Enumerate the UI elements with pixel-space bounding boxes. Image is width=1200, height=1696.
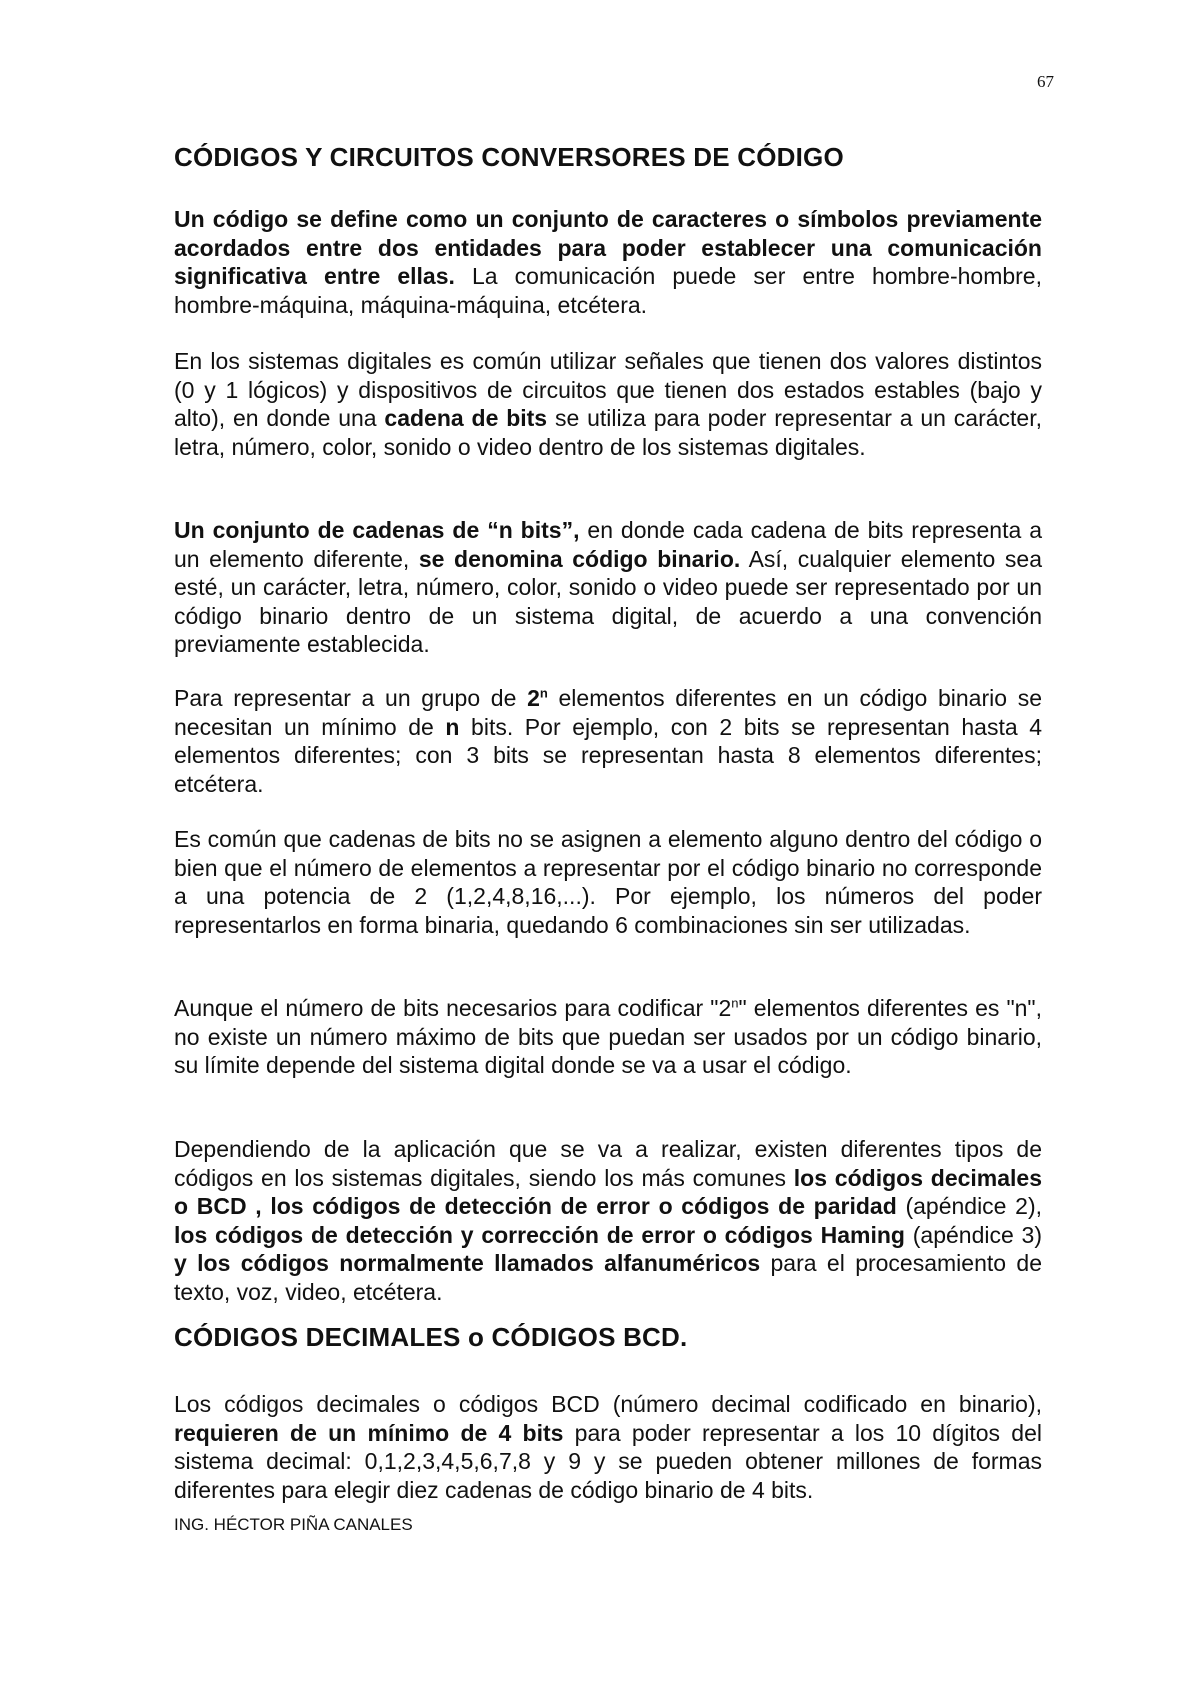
text-run: Para representar a un grupo de xyxy=(174,685,528,711)
text-run: Aunque el número de bits necesarios para codificar "2 xyxy=(174,995,732,1021)
paragraph-code-types xyxy=(174,1135,1042,1306)
page-number: 67 xyxy=(1037,72,1054,91)
paragraph-digital-systems xyxy=(174,347,1042,461)
bold-term: los códigos de detección y corrección de error o códigos Haming xyxy=(174,1221,905,1248)
text-run: en donde cada cadena de bits representa a un elemento diferente, xyxy=(174,517,1042,572)
paragraph-definition xyxy=(174,205,1042,319)
text-run: se utiliza para poder representar a un carácter, letra, número, color, sonido o video dentro de los sistemas digitales. xyxy=(174,405,1042,460)
paragraph-2n-elements xyxy=(174,684,1042,798)
text-run: " elementos diferentes es "n", no existe un número máximo de bits que puedan ser usados por un código binario, su límite depende del sistema digital donde se va a usar el código. xyxy=(174,995,1042,1078)
bold-term: Un conjunto de cadenas de “n bits”, xyxy=(174,517,580,543)
bold-term: cadena de bits xyxy=(384,405,548,431)
definition-bold: Un código se define como un conjunto de caracteres o símbolos previamente acordados entre dos entidades para poder establecer una comunicación significativa entre ellas. xyxy=(174,206,1042,289)
bold-term: 2 xyxy=(527,685,540,711)
text-run: para el procesamiento de texto, voz, video, etcétera. xyxy=(174,1250,1043,1305)
text-run: Así, cualquier elemento sea esté, un carácter, letra, número, color, sonido o video puede ser representado por un código binario dentro de un sistema digital, de acuerdo a una convención previamente establecida. xyxy=(174,545,1042,657)
definition-rest: La comunicación puede ser entre hombre-hombre, hombre-máquina, máquina-máquina, etcétera. xyxy=(174,263,1042,318)
superscript: n xyxy=(539,685,548,701)
text-run: En los sistemas digitales es común utilizar señales que tienen dos valores distintos (0 y 1 lógicos) y dispositivos de circuitos que tienen dos estados estables (bajo y alto), en donde una xyxy=(174,348,1042,431)
text-run: para poder representar a los 10 dígitos del sistema decimal: 0,1,2,3,4,5,6,7,8 y 9 y se pueden obtener millones de formas diferentes para elegir diez cadenas de código binario de 4 bits. xyxy=(174,1419,1042,1503)
paragraph-binary-code xyxy=(174,516,1042,659)
bold-term: los códigos decimales o BCD , los códigos de detección de error o códigos de paridad xyxy=(174,1164,1043,1219)
text-run: (apéndice 2), xyxy=(896,1193,1042,1219)
text-run: Los códigos decimales o códigos BCD (número decimal codificado en binario), xyxy=(174,1391,1042,1417)
section-subtitle: CÓDIGOS DECIMALES o CÓDIGOS BCD. xyxy=(174,1322,688,1352)
text-run: Dependiendo de la aplicación que se va a realizar, existen diferentes tipos de códigos en los sistemas digitales, siendo los más comunes xyxy=(174,1136,1042,1191)
text-run: (apéndice 3) xyxy=(904,1221,1043,1248)
text-run: elementos diferentes en un código binario se necesitan un mínimo de xyxy=(174,685,1042,740)
bold-term: requieren de un mínimo de 4 bits xyxy=(174,1419,564,1446)
paragraph-unused-combinations: Es común que cadenas de bits no se asignen a elemento alguno dentro del código o bien que el número de elementos a representar por el código binario no corresponde a una potencia de 2 (1,2,4,8,16,...). Por ejemplo, los números del poder representarlos en forma binaria, quedando 6 combinaciones sin ser utilizadas. xyxy=(174,826,1042,938)
superscript: n xyxy=(731,995,739,1011)
section-title: CÓDIGOS Y CIRCUITOS CONVERSORES DE CÓDIGO xyxy=(174,142,844,172)
paragraph-bcd xyxy=(174,1390,1042,1504)
bold-term: se denomina código binario. xyxy=(418,545,741,572)
page-footer-author: ING. HÉCTOR PIÑA CANALES xyxy=(174,1515,413,1534)
bold-term: y los códigos normalmente llamados alfanuméricos xyxy=(174,1250,761,1276)
text-run: bits. Por ejemplo, con 2 bits se representan hasta 4 elementos diferentes; con 3 bits se representan hasta 8 elementos diferentes; etcétera. xyxy=(174,713,1043,797)
paragraph-max-bits xyxy=(174,994,1042,1080)
bold-term: n xyxy=(445,713,460,740)
